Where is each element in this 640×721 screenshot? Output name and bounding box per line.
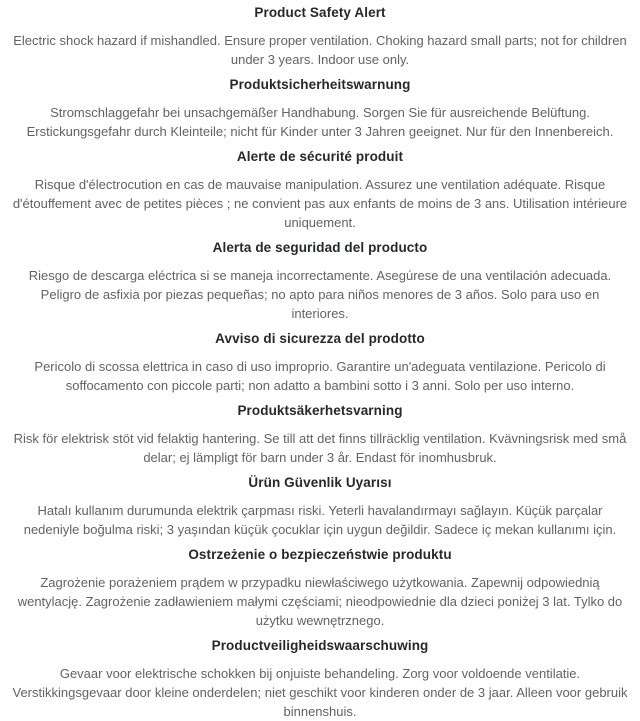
alert-body-english: Electric shock hazard if mishandled. Ensure proper ventilation. Choking hazard small parts; not for children under 3 years. Indoor use only. (13, 33, 627, 67)
alert-body-spanish: Riesgo de descarga eléctrica si se maneja incorrectamente. Asegúrese de una ventilación adecuada. Peligro de asfixia por piezas pequeñas; no apto para niños menores de 3 años. Solo para uso en interiores. (28, 268, 612, 321)
alert-heading-french: Alerte de sécurité produit (236, 149, 404, 164)
safety-alert-section-german (12, 75, 628, 141)
alert-heading-italian: Avviso di sicurezza del prodotto (215, 331, 425, 346)
alert-body-polish: Zagrożenie porażeniem prądem w przypadku niewłaściwego użytkowania. Zapewnij odpowiednią wentylację. Zagrożenie zadławieniem małymi częściami; nieodpowiednie dla dzieci poniżej 3 lat. Tylko do użytku wewnętrznego. (17, 575, 623, 628)
safety-alert-section-italian (12, 329, 628, 395)
safety-alert-section-spanish (12, 238, 628, 323)
alert-body-dutch: Gevaar voor elektrische schokken bij onjuiste behandeling. Zorg voor voldoende ventilatie. Verstikkingsgevaar door kleine onderdelen; niet geschikt voor kinderen onder de 3 jaar. Alleen voor gebruik binnenshuis. (12, 666, 628, 719)
alert-body-turkish: Hatalı kullanım durumunda elektrik çarpması riski. Yeterli havalandırmayı sağlayın. Küçük parçalar nedeniyle boğulma riski; 3 yaşından küçük çocuklar için uygun değildir. Sadece iç mekan kullanımı için. (23, 503, 617, 537)
safety-alert-section-turkish (12, 473, 628, 539)
alert-body-french: Risque d'électrocution en cas de mauvaise manipulation. Assurez une ventilation adéquate. Risque d'étouffement avec de petites pièces ; ne convient pas aux enfants de moins de 3 ans. Utilisation intérieure uniquement. (12, 177, 628, 230)
alert-heading-english: Product Safety Alert (254, 5, 386, 20)
safety-alert-section-polish (12, 545, 628, 630)
alert-body-swedish: Risk för elektrisk stöt vid felaktig hantering. Se till att det finns tillräcklig ventilation. Kvävningsrisk med små delar; ej lämpligt för barn under 3 år. Endast för inomhusbruk. (13, 431, 627, 465)
alert-heading-spanish: Alerta de seguridad del producto (212, 240, 428, 255)
alert-heading-german: Produktsicherheitswarnung (229, 77, 411, 92)
alert-heading-swedish: Produktsäkerhetsvarning (237, 403, 403, 418)
alert-heading-turkish: Ürün Güvenlik Uyarısı (248, 475, 392, 490)
alert-body-italian: Pericolo di scossa elettrica in caso di uso improprio. Garantire un'adeguata ventilazione. Pericolo di soffocamento con piccole parti; non adatto a bambini sotto i 3 anni. Solo per uso interno. (34, 359, 606, 393)
alert-body-german: Stromschlaggefahr bei unsachgemäßer Handhabung. Sorgen Sie für ausreichende Belüftung. Erstickungsgefahr durch Kleinteile; nicht für Kinder unter 3 Jahren geeignet. Nur für den Innenbereich. (26, 105, 614, 139)
safety-alert-section-dutch (12, 636, 628, 721)
safety-alert-section-french (12, 147, 628, 232)
safety-alert-section-swedish (12, 401, 628, 467)
alert-heading-polish: Ostrzeżenie o bezpieczeństwie produktu (188, 547, 452, 562)
alert-heading-dutch: Productveiligheidswaarschuwing (211, 638, 429, 653)
safety-alert-section-english (12, 3, 628, 69)
